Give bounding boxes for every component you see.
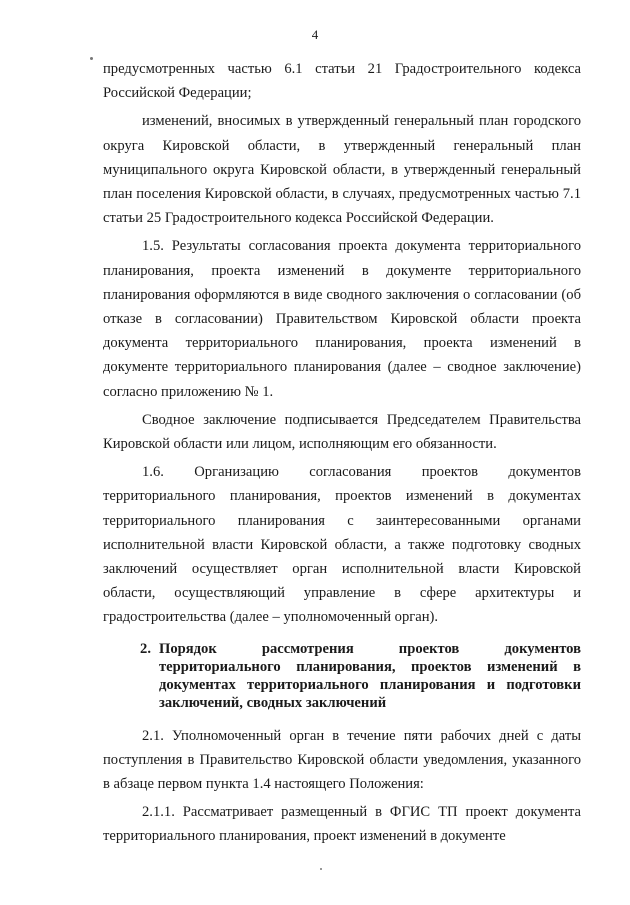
page-number: 4 <box>311 27 319 42</box>
paragraph: 1.6. Организацию согласования проектов документов территориального планирования, проектов изменений в документах территориального планирования с заинтересованными органами исполнительной власти Кировской области, а также подготовку сводных заключений осуществляет орган исполнительной власти Кировской области, осуществляющий управление в сфере архитектуры и градостроительства (далее – уполномоченный орган). <box>103 464 581 626</box>
section-heading-text: Порядок рассмотрения проектов документов территориального планирования, проектов изменений в документах территориального планирования и подготовки заключений, сводных заключений <box>159 640 581 711</box>
document-body <box>103 57 581 849</box>
paragraph: 1.5. Результаты согласования проекта документа территориального планирования, проекта изменений в документе территориального планирования оформляются в виде сводного заключения о согласовании (об отказе в согласовании) Правительством Кировской области проекта документа территориального планирования, проекта изменений в документе территориального планирования (далее – сводное заключение) согласно приложению № 1. <box>103 238 581 400</box>
scan-speck <box>90 57 93 60</box>
section-heading-number: 2. <box>140 640 151 657</box>
scan-speck <box>320 868 322 870</box>
paragraph: изменений, вносимых в утвержденный генеральный план городского округа Кировской области, в утвержденный генеральный план муниципального округа Кировской области, в утвержденный генеральный план поселения Кировской области, в случаях, предусмотренных частью 7.1 статьи 25 Градостроительного кодекса Российской Федерации. <box>103 113 581 227</box>
paragraph: Сводное заключение подписывается Председателем Правительства Кировской области или лицом, исполняющим его обязанности. <box>103 411 581 453</box>
paragraph: предусмотренных частью 6.1 статьи 21 Градостроительного кодекса Российской Федерации; <box>103 61 581 102</box>
section-heading <box>103 640 581 712</box>
paragraph: 2.1.1. Рассматривает размещенный в ФГИС ТП проект документа территориального планирования, проект изменений в документе <box>103 804 581 845</box>
paragraph: 2.1. Уполномоченный орган в течение пяти рабочих дней с даты поступления в Правительство Кировской области уведомления, указанного в абзаце первом пункта 1.4 настоящего Положения: <box>103 727 581 793</box>
